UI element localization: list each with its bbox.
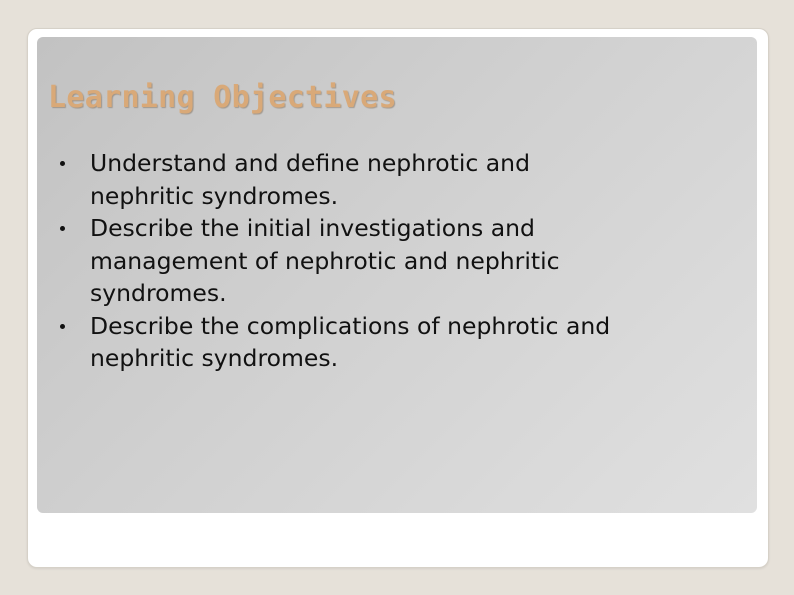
slide-title: Learning Objectives (48, 80, 397, 115)
bullet-dot-icon (60, 161, 65, 166)
bullet-line: nephritic syndromes. (90, 181, 339, 210)
list-item (60, 212, 740, 310)
bullet-line: Understand and define nephrotic and (90, 149, 530, 177)
bullet-line: syndromes. (90, 279, 227, 307)
bullet-line: management of nephrotic and nephritic (90, 246, 560, 275)
list-item (60, 147, 740, 212)
objectives-list (60, 147, 740, 375)
bullet-line: Describe the initial investigations and (90, 214, 535, 242)
bullet-line: nephritic syndromes. (90, 344, 339, 372)
list-item (60, 310, 740, 375)
bullet-dot-icon (60, 324, 65, 329)
bullet-line: Describe the complications of nephrotic and (90, 311, 611, 340)
bullet-dot-icon (60, 226, 65, 231)
